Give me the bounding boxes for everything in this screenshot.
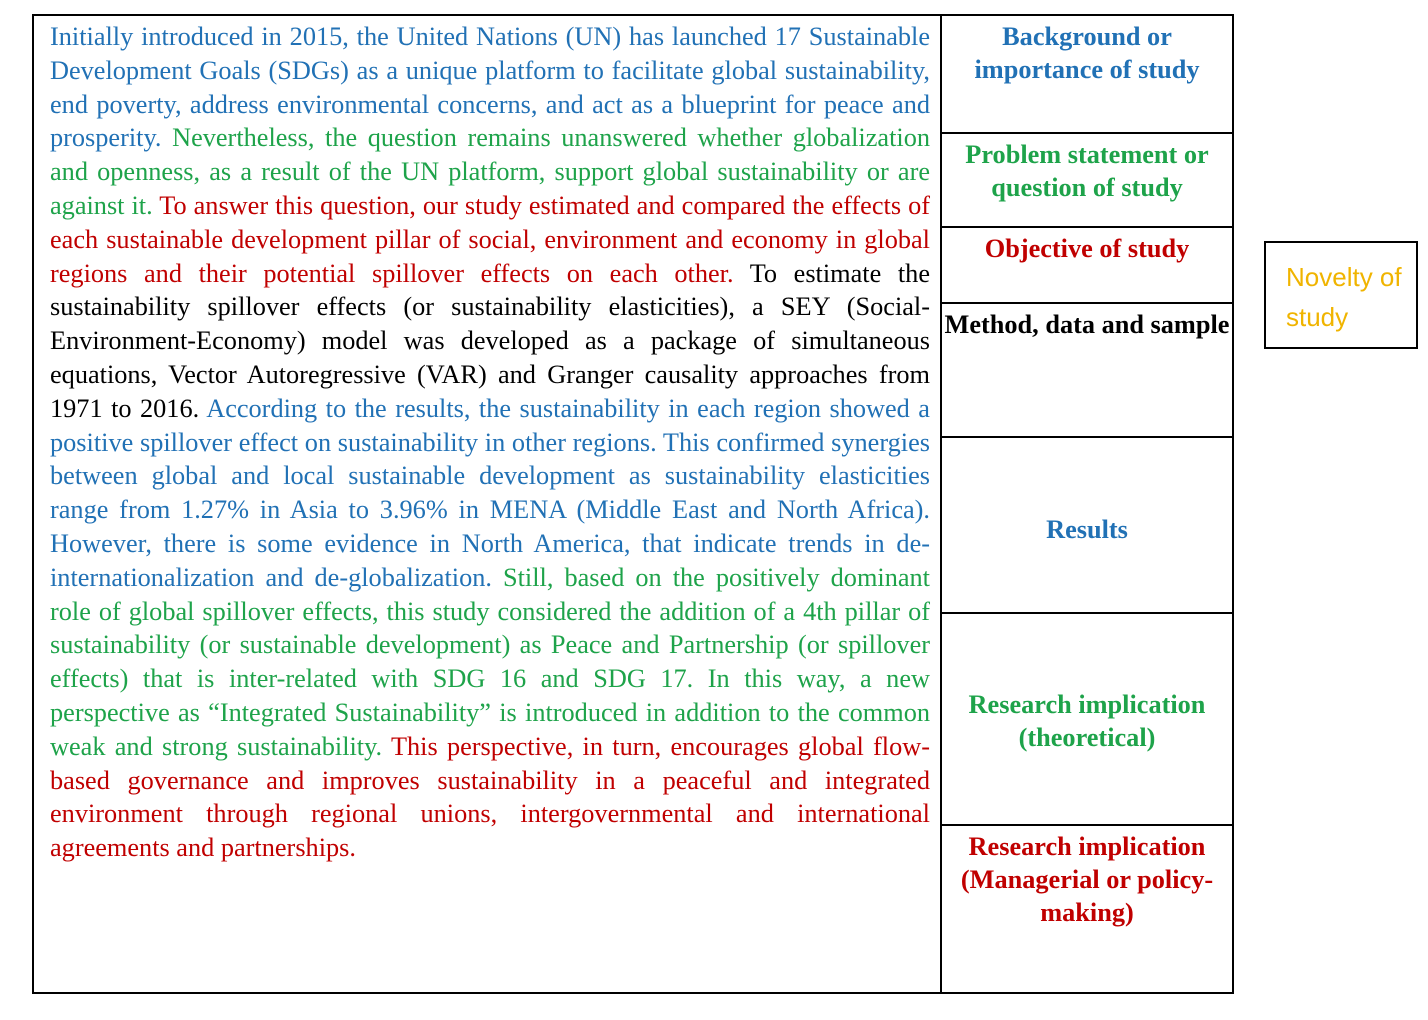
- label-method: Method, data and sample: [942, 304, 1232, 438]
- segment-results: According to the results, the sustainability in each region showed a positive spillover effect on sustainability in other regions. This confirmed synergies between global and local sustainable development as sustainability elasticities range from 1.27% in Asia to 3.96% in MENA (Middle East and North Africa). However, there is some evidence in North America, that indicate trends in de-internationalization and de-globalization.: [50, 393, 930, 592]
- label-implication-theoretical: Research implication (theoretical): [942, 614, 1232, 826]
- segment-method: To estimate the sustainability spillover effects (or sustainability elasticities), a SEY (Social-Environment-Economy) model was developed as a package of simultaneous equations, Vector Autoregressive (VAR) and Granger causality approaches from 1971 to 2016.: [50, 258, 930, 423]
- label-objective: Objective of study: [942, 228, 1232, 304]
- label-implication-managerial: Research implication (Managerial or policy-making): [960, 832, 1214, 927]
- label-problem: Problem statement or question of study: [942, 134, 1232, 228]
- segment-implication-theoretical: Still, based on the positively dominant role of global spillover effects, this study considered the addition of a 4th pillar of sustainability (or sustainable development) as Peace and Partnership (or spillover effects) that is inter-related with SDG 16 and SDG 17. In this way, a new perspective as “Integrated Sustainability” is introduced in addition to the common weak and strong sustainability.: [50, 562, 930, 761]
- abstract-text: [50, 20, 930, 865]
- segment-objective: To answer this question, our study estimated and compared the effects of each sustainable development pillar of social, environment and economy in global regions and their potential spillover effects on each other.: [50, 190, 930, 288]
- segment-problem: Nevertheless, the question remains unanswered whether globalization and openness, as a result of the UN platform, support global sustainability or are against it.: [50, 123, 930, 220]
- segment-implication-managerial: This perspective, in turn, encourages global flow-based governance and improves sustainability in a peaceful and integrated environment through regional unions, intergovernmental and international agreements and partnerships.: [50, 731, 931, 863]
- abstract-table: [32, 14, 1234, 994]
- label-results: Results: [942, 438, 1232, 614]
- labels-column: [942, 16, 1232, 992]
- segment-background: Initially introduced in 2015, the United Nations (UN) has launched 17 Sustainable Development Goals (SDGs) as a unique platform to facilitate global sustainability, end poverty, address environmental concerns, and act as a blueprint for peace and prosperity.: [50, 22, 930, 153]
- abstract-column: [34, 16, 942, 992]
- novelty-box: Novelty of study: [1264, 241, 1418, 349]
- label-background: Background or importance of study: [942, 16, 1232, 134]
